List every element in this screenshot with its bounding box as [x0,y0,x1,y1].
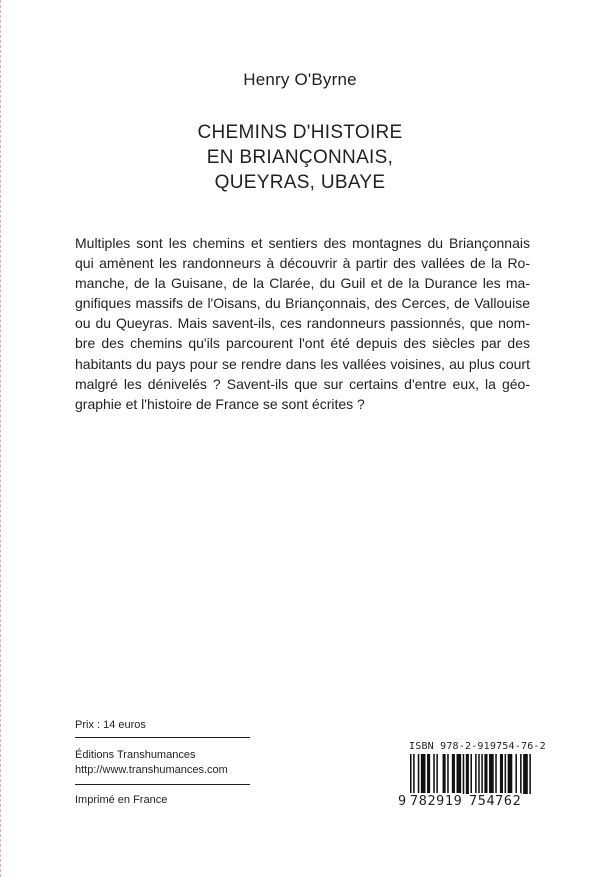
barcode-bar [508,754,513,794]
book-title [0,120,600,195]
back-cover-blurb [75,233,530,414]
barcode-bar [500,754,503,794]
barcode-bar [529,754,531,794]
blurb-line: bre des chemins qu'ils parcourent l'ont été depuis des siècles par des [75,335,530,352]
author-name: Henry O'Byrne [243,70,357,89]
barcode-first-digit: 9 [398,793,407,809]
isbn-label: ISBN 978-2-919754-76-2 [409,741,546,752]
publisher-info [75,748,228,778]
title-line: EN BRIANÇONNAIS, [206,147,394,168]
blurb-line: ou du Queyras. Mais savent-ils, ces randonneurs passionnés, que nom- [75,315,530,332]
barcode-bar [443,754,446,794]
barcode-bar [515,754,517,794]
barcode-bar [421,754,426,794]
blurb-line: Multiples sont les chemins et sentiers des montagnes du Briançonnais [75,235,530,251]
barcode-bar [489,754,494,794]
barcode-bar [463,754,465,794]
barcode-bar [427,754,430,794]
barcode-bar [436,754,438,794]
barcode-bar [505,754,507,794]
barcode-bar [470,754,472,794]
barcode-bar [457,754,462,794]
price-label: Prix : 14 euros [75,719,146,731]
barcode-bar [466,754,469,794]
blurb-line: habitants du pays pour se rendre dans les vallées voisines, au plus court [75,355,530,372]
barcode-bar [433,754,435,794]
blurb-line: manche, de la Guisane, de la Clarée, du Guil et de la Durance les ma- [75,275,530,292]
barcode-bar [523,754,528,794]
barcode-bar [484,754,487,794]
divider [75,784,250,785]
barcode-bar [447,754,449,794]
blurb-line: graphie et l'histoire de France se sont écrites ? [75,395,365,412]
publisher-name: Éditions Transhumances [75,749,196,761]
barcode-bar [418,754,420,794]
barcode-bar [475,754,477,794]
blurb-line: malgré les dénivelés ? Savent-ils que sur certains d'entre eux, la géo- [75,375,530,392]
barcode-bar [520,754,522,794]
barcode-bar [495,754,497,794]
printed-in-label: Imprimé en France [75,794,168,806]
barcode-bar [452,754,455,794]
publisher-website: http://www.transhumances.com [75,764,228,776]
blurb-line: qui amènent les randonneurs à découvrir à partir des vallées de la Ro- [75,255,530,272]
title-line: CHEMINS D'HISTOIRE [197,122,403,143]
barcode-right-digits: 754762 [469,793,522,809]
divider [75,737,250,738]
barcode-left-digits: 782919 [410,793,463,809]
title-line: QUEYRAS, UBAYE [214,172,386,193]
blurb-line: gnifiques massifs de l'Oisans, du Briançonnais, des Cerces, de Vallouise [75,295,530,312]
